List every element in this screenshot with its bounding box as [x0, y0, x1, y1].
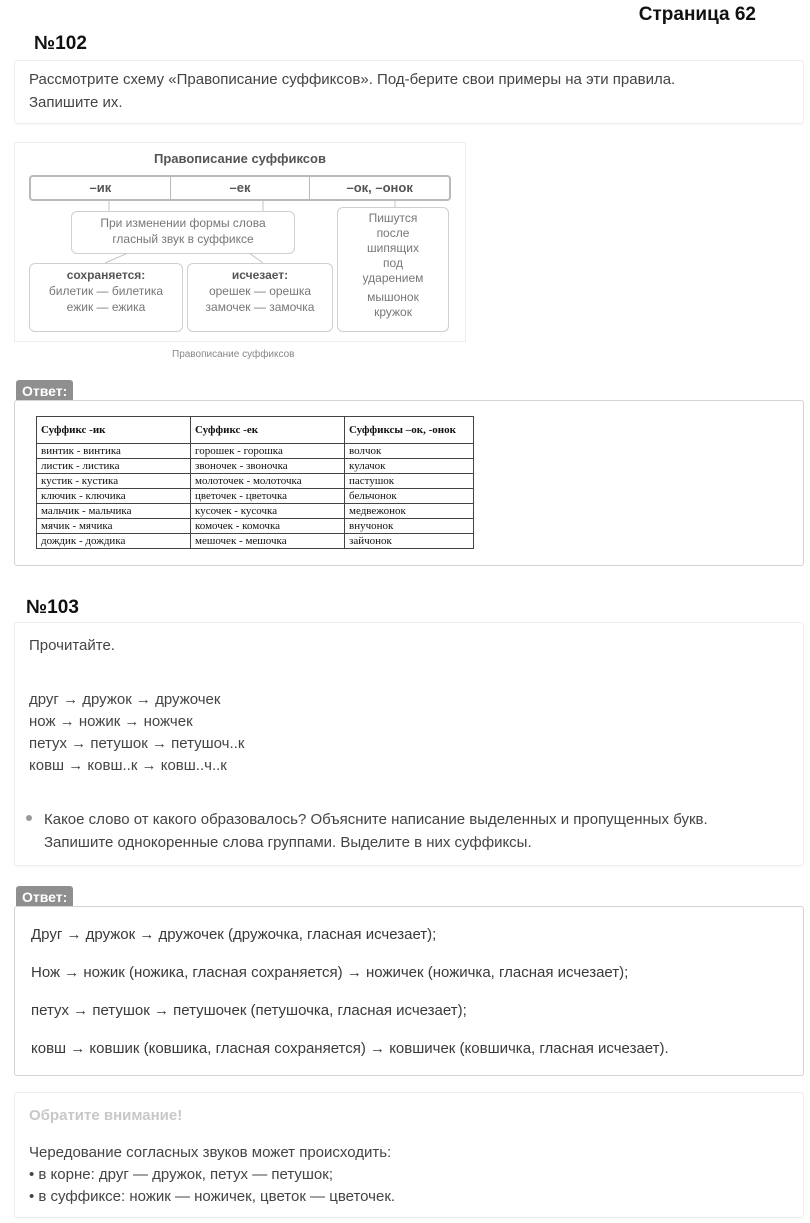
- scheme-keeps-example2: ежик — ежика: [66, 300, 146, 314]
- answer-tab-102: Ответ:: [16, 380, 73, 402]
- table-cell: мешочек - мешочка: [191, 534, 345, 549]
- task-102-text-line2: Запишите их.: [29, 94, 123, 111]
- scheme-drops-box: [187, 263, 333, 332]
- scheme-right-line: ударением: [362, 271, 424, 285]
- scheme-right-example1: мышонок: [367, 290, 419, 304]
- table-cell: комочек - комочка: [191, 519, 345, 534]
- table-cell: бельчонок: [345, 489, 474, 504]
- table-cell: звоночек - звоночка: [191, 459, 345, 474]
- scheme-right-example2: кружок: [374, 305, 412, 319]
- scheme-keeps-box: [29, 263, 183, 332]
- scheme-drops-example1: орешек — орешка: [208, 284, 312, 298]
- table-row: [37, 444, 474, 459]
- table-cell: винтик - винтика: [37, 444, 191, 459]
- table-cell: мячик - мячика: [37, 519, 191, 534]
- scheme-right-line: Пишутся: [368, 211, 418, 225]
- answer-tab-103: Ответ:: [16, 886, 73, 908]
- bullet-icon: [26, 815, 32, 821]
- task-103-text-card: [14, 622, 804, 866]
- scheme-condition-line1: При изменении формы слова: [100, 216, 266, 230]
- table-cell: кусочек - кусочка: [191, 504, 345, 519]
- task-102-title: №102: [34, 33, 87, 54]
- answer-line: ковш → ковшик (ковшика, гласная сохраняется) → ковшичек (ковшичка, гласная исчезает).: [31, 1040, 669, 1057]
- word-chain: петух → петушок → петушоч..к: [29, 735, 245, 752]
- table-cell: мальчик - мальчика: [37, 504, 191, 519]
- scheme-keeps-example1: билетик — билетика: [48, 284, 164, 298]
- answer-line: Друг → дружок → дружочек (дружочка, гласная исчезает);: [31, 926, 437, 943]
- scheme-header-ok-onok: –ок, –онок: [346, 180, 413, 195]
- scheme-drops-example2: замочек — замочка: [205, 300, 315, 314]
- note-title: Обратите внимание!: [29, 1107, 183, 1124]
- task-102-text-card: [14, 60, 804, 124]
- scheme-keeps-label: сохраняется:: [66, 268, 146, 282]
- scheme-caption: Правописание суффиксов: [172, 349, 295, 360]
- table-row: [37, 489, 474, 504]
- table-cell: медвежонок: [345, 504, 474, 519]
- scheme-condition-box: [71, 211, 295, 254]
- table-row: [37, 504, 474, 519]
- table-cell: кустик - кустика: [37, 474, 191, 489]
- scheme-right-line: под: [383, 256, 403, 270]
- scheme-drops-label: исчезает:: [231, 268, 289, 282]
- note-line3: • в суффиксе: ножик — ножичек, цветок — цветочек.: [29, 1188, 396, 1205]
- task-103-title: №103: [26, 597, 79, 618]
- scheme-header-ek: –ек: [171, 177, 311, 199]
- table-row: [37, 474, 474, 489]
- table-cell: пастушок: [345, 474, 474, 489]
- table-cell: цветочек - цветочка: [191, 489, 345, 504]
- table-header-row: [37, 417, 474, 444]
- word-chain: нож → ножик → ножчек: [29, 713, 193, 730]
- table-row: [37, 534, 474, 549]
- task-103-question-line1: Какое слово от какого образовалось? Объясните написание выделенных и пропущенных букв.: [44, 811, 708, 828]
- note-line2: • в корне: друг — дружок, петух — петушок;: [29, 1166, 333, 1183]
- table-header-ik: Суффикс -ик: [37, 417, 191, 444]
- table-cell: листик - листика: [37, 459, 191, 474]
- task-103-intro: Прочитайте.: [29, 637, 115, 654]
- word-chain: друг → дружок → дружочек: [29, 691, 221, 708]
- table-header-ek: Суффикс -ек: [191, 417, 345, 444]
- table-cell: молоточек - молоточка: [191, 474, 345, 489]
- scheme-title: Правописание суффиксов: [154, 151, 326, 166]
- scheme-right-box: [337, 207, 449, 332]
- note-line1: Чередование согласных звуков может происходить:: [29, 1144, 392, 1161]
- table-cell: дождик - дождика: [37, 534, 191, 549]
- scheme-header-ik: –ик: [31, 177, 171, 199]
- suffix-examples-table: [36, 416, 474, 549]
- table-cell: горошек - горошка: [191, 444, 345, 459]
- word-chain: ковш → ковш..к → ковш..ч..к: [29, 757, 227, 774]
- answer-card-103: [14, 906, 804, 1076]
- scheme-right-line: после: [376, 226, 410, 240]
- table-cell: внучонок: [345, 519, 474, 534]
- table-cell: кулачок: [345, 459, 474, 474]
- table-cell: зайчонок: [345, 534, 474, 549]
- answer-line: Нож → ножик (ножика, гласная сохраняется) → ножичек (ножичка, гласная исчезает);: [31, 964, 629, 981]
- task-103-question-line2: Запишите однокоренные слова группами. Выделите в них суффиксы.: [44, 834, 532, 851]
- table-cell: ключик - ключика: [37, 489, 191, 504]
- table-row: [37, 459, 474, 474]
- table-row: [37, 519, 474, 534]
- page-number: Страница 62: [638, 4, 756, 25]
- scheme-right-line: шипящих: [367, 241, 419, 255]
- suffix-scheme-image: [14, 142, 466, 342]
- note-card: [14, 1092, 804, 1218]
- table-cell: волчок: [345, 444, 474, 459]
- task-102-text-line1: Рассмотрите схему «Правописание суффиксов». Под-берите свои примеры на эти правила.: [29, 71, 676, 88]
- answer-line: петух → петушок → петушочек (петушочка, гласная исчезает);: [31, 1002, 467, 1019]
- scheme-condition-line2: гласный звук в суффиксе: [112, 232, 254, 246]
- table-header-ok-onok: Суффиксы –ок, -онок: [345, 417, 474, 444]
